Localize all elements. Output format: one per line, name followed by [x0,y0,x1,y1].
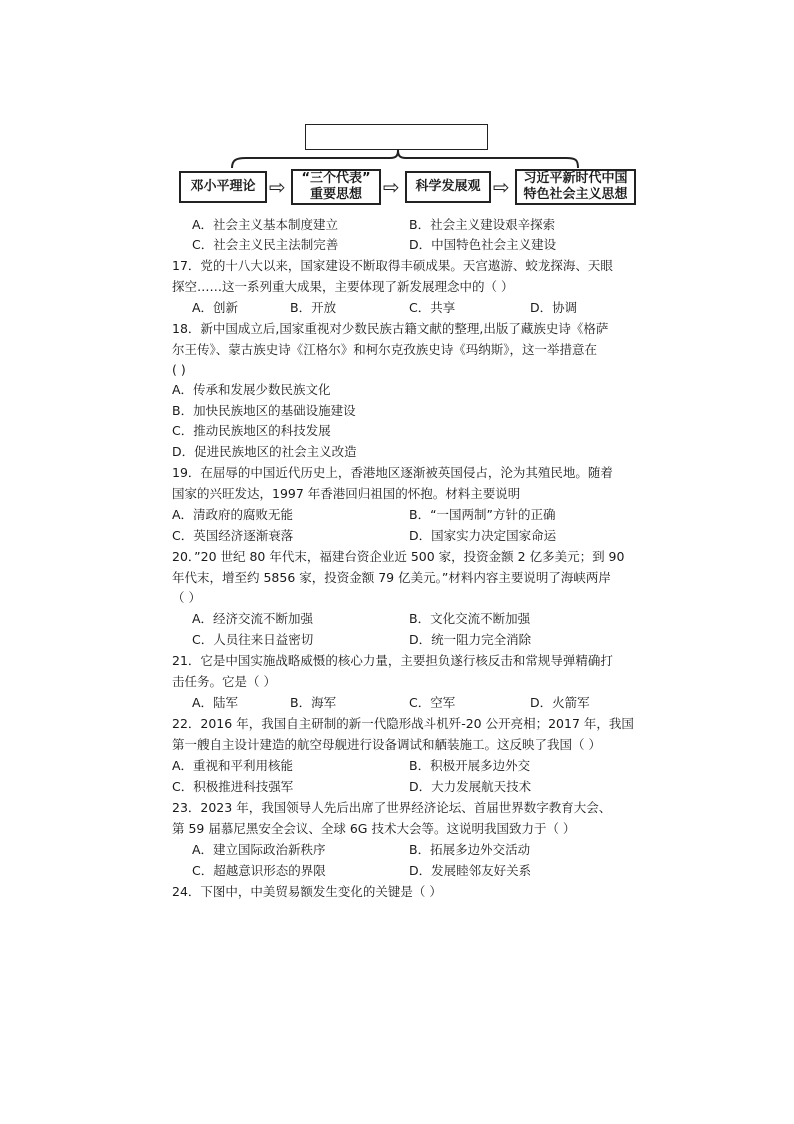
q22-stem-line: 第一艘自主设计建造的航空母舰进行设备调试和舾装施工。这反映了我国（ ） [172,737,601,752]
diagram-box-xi-thought [515,169,636,205]
q22-option-a: A．重视和平利用核能 [172,758,294,773]
q16-option-c: C．社会主义民主法制完善 [192,237,339,252]
arrow-right-icon: ⇨ [269,175,286,199]
diagram-box-three-represents [291,169,381,205]
q20-stem-line: 年代末，增至约 5856 家，投资金额 79 亿美元。”材料内容主要说明了海峡两岸 [172,570,611,585]
q20-stem-line: （ ） [172,590,201,605]
q18-stem-line: 尔王传》、蒙古族史诗《江格尔》和柯尔克孜族史诗《玛纳斯》，这一举措意在 [172,342,598,357]
q16-option-a: A．社会主义基本制度建立 [192,217,339,232]
q19-stem-line: 国家的兴旺发达，1997 年香港回归祖国的怀抱。材料主要说明 [172,486,521,501]
q23-option-d: D．发展睦邻友好关系 [409,863,532,878]
q16-option-d: D．中国特色社会主义建设 [409,237,557,252]
diagram-box-scientific-outlook [405,171,491,203]
q22-stem-line: 22．2016 年，我国自主研制的新一代隐形战斗机歼-20 公开亮相；2017 年，我国 [172,716,634,731]
q17-option-c: C．共享 [409,300,456,315]
q19-option-b: B．“一国两制”方针的正确 [409,507,556,522]
diagram-box-text: 邓小平理论 [190,179,256,194]
q20-stem-line: 20．”20 世纪 80 年代末，福建台资企业近 500 家，投资金额 2 亿多美元；到 90 [172,549,625,564]
q21-option-c: C．空军 [409,695,456,710]
q22-option-b: B．积极开展多边外交 [409,758,531,773]
diagram-box-text: 科学发展观 [415,179,481,194]
q21-stem-line: 击任务。它是（ ） [172,674,276,689]
q23-option-b: B．拓展多边外交活动 [409,842,531,857]
q19-option-c: C．英国经济逐渐衰落 [172,528,294,543]
q22-option-c: C．积极推进科技强军 [172,779,294,794]
q21-option-d: D．火箭军 [530,695,590,710]
diagram-box-deng-theory [179,171,267,203]
q18-option-a: A．传承和发展少数民族文化 [172,382,331,397]
q17-stem-line: 探空……这一系列重大成果，主要体现了新发展理念中的（ ） [172,279,514,294]
q21-option-a: A．陆军 [192,695,239,710]
q17-option-a: A．创新 [192,300,239,315]
arrow-right-icon: ⇨ [493,175,510,199]
ideology-diagram [0,0,794,220]
q18-stem-line: ( ) [172,362,186,377]
q19-option-d: D．国家实力决定国家命运 [409,528,557,543]
q22-option-d: D．大力发展航天技术 [409,779,532,794]
q23-stem-line: 23．2023 年，我国领导人先后出席了世界经济论坛、首届世界数字教育大会、 [172,800,612,815]
q23-option-a: A．建立国际政治新秩序 [192,842,326,857]
diagram-box-text: 特色社会主义思想 [523,187,628,202]
q18-option-b: B．加快民族地区的基础设施建设 [172,403,356,418]
diagram-box-text: 重要思想 [309,187,362,202]
q21-stem-line: 21．它是中国实施战略威慑的核心力量，主要担负遂行核反击和常规导弹精确打 [172,653,613,668]
q16-option-b: B．社会主义建设艰辛探索 [409,217,556,232]
diagram-box-text: 习近平新时代中国 [523,171,628,186]
q17-option-b: B．开放 [290,300,337,315]
q21-option-b: B．海军 [290,695,337,710]
diagram-box-text: “三个代表” [301,171,371,186]
arrow-right-icon: ⇨ [383,175,400,199]
q24-stem-line: 24．下图中，中美贸易额发生变化的关键是（ ） [172,884,442,899]
q18-option-d: D．促进民族地区的社会主义改造 [172,444,357,459]
q20-option-b: B．文化交流不断加强 [409,611,531,626]
q18-stem-line: 18．新中国成立后,国家重视对少数民族古籍文献的整理,出版了藏族史诗《格萨 [172,321,609,336]
q23-option-c: C．超越意识形态的界限 [192,863,326,878]
q17-stem-line: 17．党的十八大以来，国家建设不断取得丰硕成果。天宫遨游、蛟龙探海、天眼 [172,258,613,273]
q19-stem-line: 19．在屈辱的中国近代历史上，香港地区逐渐被英国侵占，沦为其殖民地。随着 [172,465,613,480]
q20-option-a: A．经济交流不断加强 [192,611,314,626]
q18-option-c: C．推动民族地区的科技发展 [172,423,331,438]
q20-option-d: D．统一阻力完全消除 [409,632,532,647]
q23-stem-line: 第 59 届慕尼黑安全会议、全球 6G 技术大会等。这说明我国致力于（ ） [172,821,576,836]
q20-option-c: C．人员往来日益密切 [192,632,314,647]
q19-option-a: A．清政府的腐败无能 [172,507,294,522]
q17-option-d: D．协调 [530,300,578,315]
